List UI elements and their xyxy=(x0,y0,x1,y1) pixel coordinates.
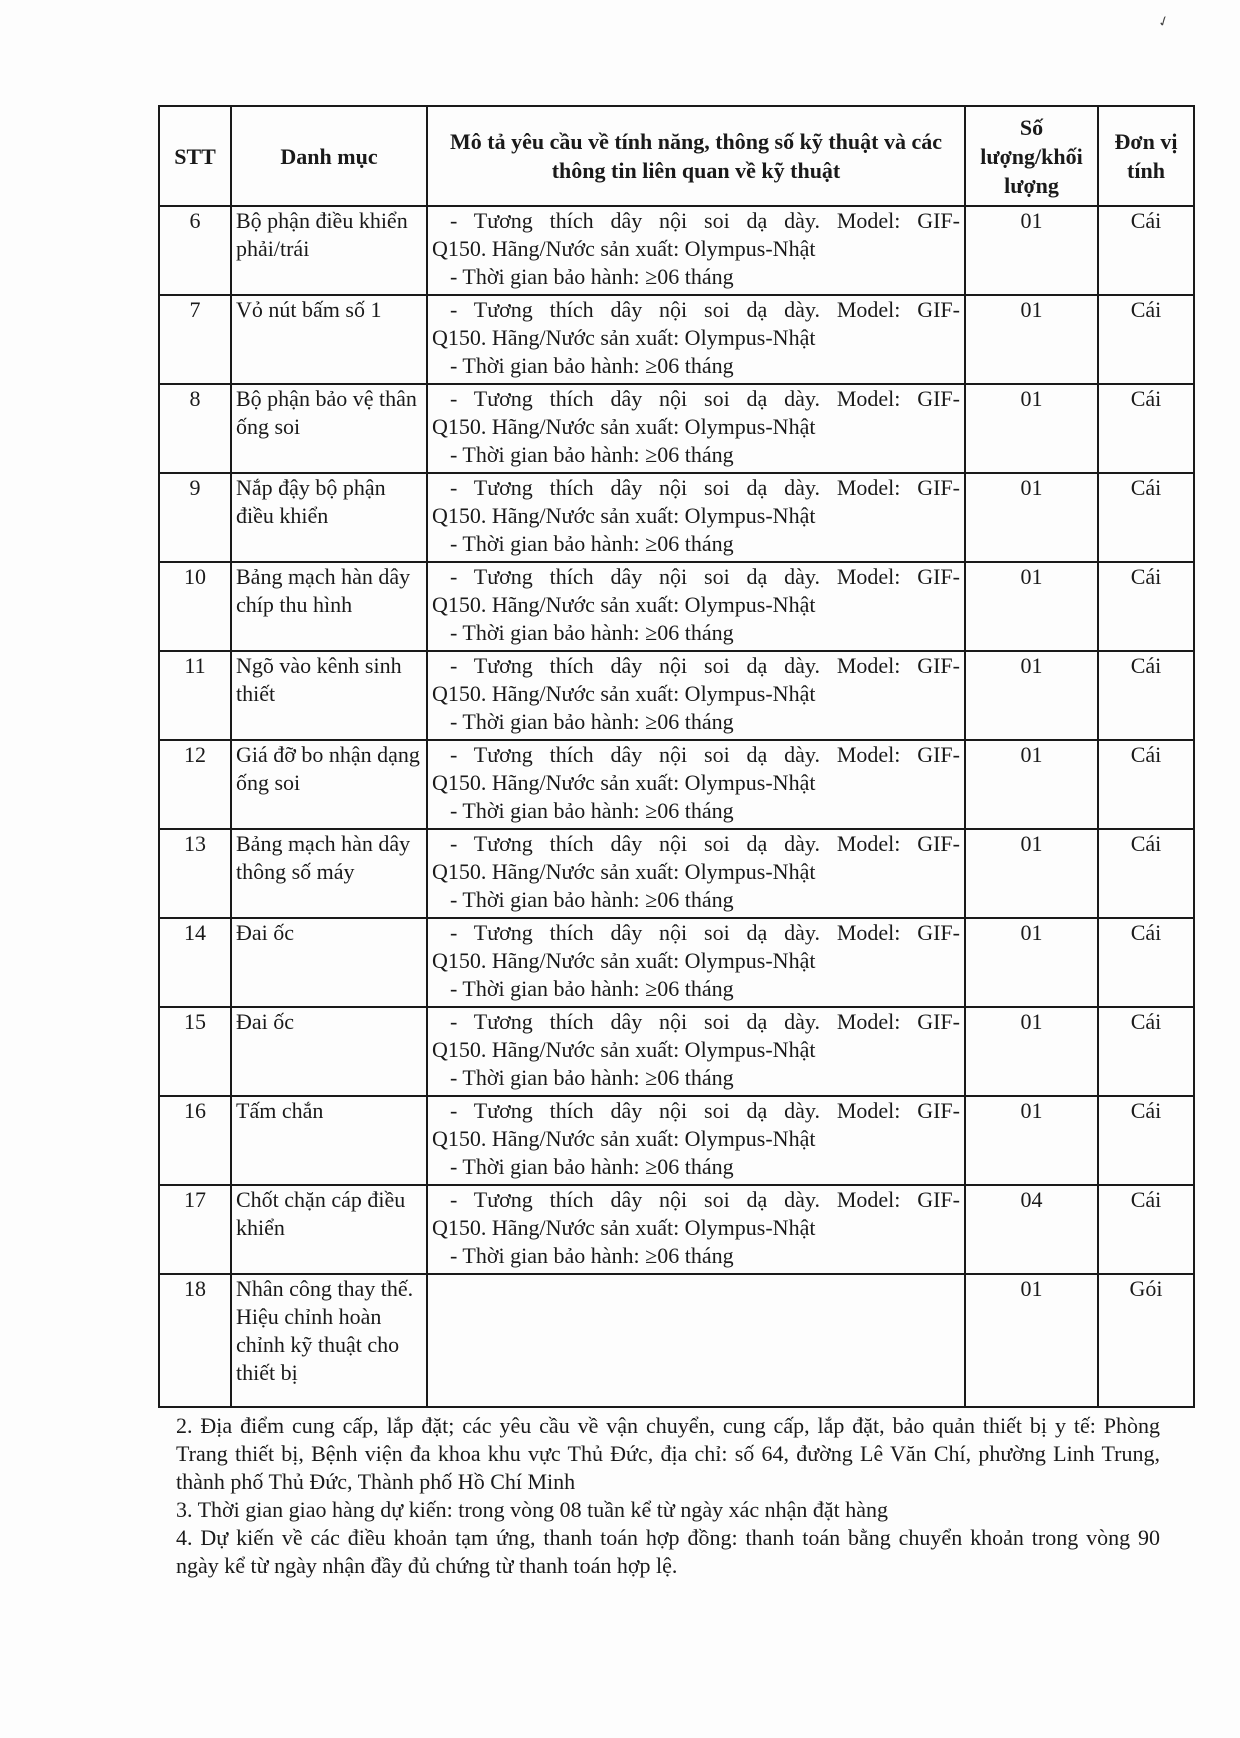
table-row xyxy=(159,1274,1194,1407)
row-quantity: 01 xyxy=(965,562,1098,651)
desc-compat-line: - Tương thích dây nội soi dạ dày. Model: GIF- xyxy=(450,564,960,589)
desc-warranty-line: - Thời gian bảo hành: ≥06 tháng xyxy=(450,798,734,823)
header-description: Mô tả yêu cầu về tính năng, thông số kỹ thuật và các thông tin liên quan về kỹ thuật xyxy=(427,106,965,206)
desc-manufacturer-line: Q150. Hãng/Nước sản xuất: Olympus-Nhật xyxy=(432,1126,816,1151)
desc-manufacturer-line: Q150. Hãng/Nước sản xuất: Olympus-Nhật xyxy=(432,1215,816,1240)
desc-compat-line: - Tương thích dây nội soi dạ dày. Model: GIF- xyxy=(450,920,960,945)
header-quantity: Số lượng/khối lượng xyxy=(965,106,1098,206)
desc-warranty-line: - Thời gian bảo hành: ≥06 tháng xyxy=(450,620,734,645)
table-row xyxy=(159,829,1194,918)
row-description xyxy=(427,829,965,918)
row-unit: Cái xyxy=(1098,918,1194,1007)
row-quantity: 01 xyxy=(965,740,1098,829)
table-row xyxy=(159,384,1194,473)
row-quantity: 01 xyxy=(965,384,1098,473)
row-unit: Cái xyxy=(1098,740,1194,829)
row-stt: 8 xyxy=(159,384,231,473)
row-unit: Cái xyxy=(1098,295,1194,384)
row-quantity: 01 xyxy=(965,918,1098,1007)
row-description xyxy=(427,1096,965,1185)
row-stt: 13 xyxy=(159,829,231,918)
desc-manufacturer-line: Q150. Hãng/Nước sản xuất: Olympus-Nhật xyxy=(432,770,816,795)
row-stt: 18 xyxy=(159,1274,231,1407)
row-category: Bảng mạch hàn dây thông số máy xyxy=(231,829,427,918)
table-row xyxy=(159,740,1194,829)
row-description xyxy=(427,206,965,295)
desc-compat-line: - Tương thích dây nội soi dạ dày. Model: GIF- xyxy=(450,831,960,856)
table-row xyxy=(159,473,1194,562)
row-stt: 15 xyxy=(159,1007,231,1096)
row-unit: Cái xyxy=(1098,562,1194,651)
row-unit: Cái xyxy=(1098,829,1194,918)
desc-manufacturer-line: Q150. Hãng/Nước sản xuất: Olympus-Nhật xyxy=(432,681,816,706)
row-unit: Cái xyxy=(1098,1185,1194,1274)
row-description xyxy=(427,918,965,1007)
desc-manufacturer-line: Q150. Hãng/Nước sản xuất: Olympus-Nhật xyxy=(432,1037,816,1062)
desc-compat-line: - Tương thích dây nội soi dạ dày. Model: GIF- xyxy=(450,297,960,322)
table-row xyxy=(159,206,1194,295)
row-description xyxy=(427,1185,965,1274)
desc-compat-line: - Tương thích dây nội soi dạ dày. Model: GIF- xyxy=(450,1098,960,1123)
row-unit: Cái xyxy=(1098,651,1194,740)
specification-table xyxy=(158,105,1195,1408)
row-description xyxy=(427,651,965,740)
desc-warranty-line: - Thời gian bảo hành: ≥06 tháng xyxy=(450,353,734,378)
desc-manufacturer-line: Q150. Hãng/Nước sản xuất: Olympus-Nhật xyxy=(432,948,816,973)
desc-warranty-line: - Thời gian bảo hành: ≥06 tháng xyxy=(450,887,734,912)
row-description xyxy=(427,1007,965,1096)
desc-manufacturer-line: Q150. Hãng/Nước sản xuất: Olympus-Nhật xyxy=(432,503,816,528)
desc-compat-line: - Tương thích dây nội soi dạ dày. Model: GIF- xyxy=(450,653,960,678)
note-delivery-location: 2. Địa điểm cung cấp, lắp đặt; các yêu cầu về vận chuyển, cung cấp, lắp đặt, bảo quản thiết bị y tế: Phòng Trang thiết bị, Bệnh viện đa khoa khu vực Thủ Đức, địa chỉ: số 64, đường Lê Văn Chí, phường Linh Trung, thành phố Thủ Đức, Thành phố Hồ Chí Minh xyxy=(176,1413,1160,1494)
row-description xyxy=(427,384,965,473)
desc-manufacturer-line: Q150. Hãng/Nước sản xuất: Olympus-Nhật xyxy=(432,592,816,617)
table-row xyxy=(159,562,1194,651)
table-header-row xyxy=(159,106,1194,206)
row-stt: 16 xyxy=(159,1096,231,1185)
desc-warranty-line: - Thời gian bảo hành: ≥06 tháng xyxy=(450,442,734,467)
row-category: Ngõ vào kênh sinh thiết xyxy=(231,651,427,740)
desc-compat-line: - Tương thích dây nội soi dạ dày. Model: GIF- xyxy=(450,475,960,500)
table-row xyxy=(159,295,1194,384)
scan-mark: ✓ xyxy=(1155,12,1173,32)
table-row xyxy=(159,1007,1194,1096)
row-description xyxy=(427,295,965,384)
row-category: Tấm chắn xyxy=(231,1096,427,1185)
row-stt: 12 xyxy=(159,740,231,829)
row-stt: 17 xyxy=(159,1185,231,1274)
desc-warranty-line: - Thời gian bảo hành: ≥06 tháng xyxy=(450,531,734,556)
row-quantity: 01 xyxy=(965,829,1098,918)
row-quantity: 04 xyxy=(965,1185,1098,1274)
desc-compat-line: - Tương thích dây nội soi dạ dày. Model: GIF- xyxy=(450,1187,960,1212)
row-description xyxy=(427,473,965,562)
desc-manufacturer-line: Q150. Hãng/Nước sản xuất: Olympus-Nhật xyxy=(432,325,816,350)
desc-compat-line: - Tương thích dây nội soi dạ dày. Model: GIF- xyxy=(450,208,960,233)
desc-compat-line: - Tương thích dây nội soi dạ dày. Model: GIF- xyxy=(450,386,960,411)
row-unit: Cái xyxy=(1098,206,1194,295)
row-stt: 7 xyxy=(159,295,231,384)
row-category: Đai ốc xyxy=(231,918,427,1007)
table-row xyxy=(159,918,1194,1007)
row-quantity: 01 xyxy=(965,651,1098,740)
row-stt: 14 xyxy=(159,918,231,1007)
row-category: Bảng mạch hàn dây chíp thu hình xyxy=(231,562,427,651)
row-quantity: 01 xyxy=(965,1274,1098,1407)
table-row xyxy=(159,1096,1194,1185)
desc-warranty-line: - Thời gian bảo hành: ≥06 tháng xyxy=(450,1243,734,1268)
row-unit: Cái xyxy=(1098,384,1194,473)
header-unit: Đơn vị tính xyxy=(1098,106,1194,206)
desc-warranty-line: - Thời gian bảo hành: ≥06 tháng xyxy=(450,709,734,734)
row-category: Nhân công thay thế. Hiệu chỉnh hoàn chỉnh kỹ thuật cho thiết bị xyxy=(231,1274,427,1407)
row-category: Chốt chặn cáp điều khiển xyxy=(231,1185,427,1274)
row-stt: 6 xyxy=(159,206,231,295)
note-payment-terms: 4. Dự kiến về các điều khoản tạm ứng, thanh toán hợp đồng: thanh toán bằng chuyển khoản trong vòng 90 ngày kể từ ngày nhận đầy đủ chứng từ thanh toán hợp lệ. xyxy=(176,1525,1160,1578)
row-unit: Cái xyxy=(1098,1096,1194,1185)
desc-manufacturer-line: Q150. Hãng/Nước sản xuất: Olympus-Nhật xyxy=(432,859,816,884)
row-stt: 11 xyxy=(159,651,231,740)
row-description xyxy=(427,1274,965,1407)
row-quantity: 01 xyxy=(965,206,1098,295)
desc-warranty-line: - Thời gian bảo hành: ≥06 tháng xyxy=(450,1154,734,1179)
row-category: Bộ phận bảo vệ thân ống soi xyxy=(231,384,427,473)
row-unit: Cái xyxy=(1098,1007,1194,1096)
row-description xyxy=(427,562,965,651)
row-description xyxy=(427,740,965,829)
table-row xyxy=(159,651,1194,740)
row-quantity: 01 xyxy=(965,473,1098,562)
desc-warranty-line: - Thời gian bảo hành: ≥06 tháng xyxy=(450,264,734,289)
desc-warranty-line: - Thời gian bảo hành: ≥06 tháng xyxy=(450,976,734,1001)
row-category: Giá đỡ bo nhận dạng ống soi xyxy=(231,740,427,829)
row-stt: 9 xyxy=(159,473,231,562)
row-category: Vỏ nút bấm số 1 xyxy=(231,295,427,384)
row-category: Bộ phận điều khiển phải/trái xyxy=(231,206,427,295)
row-quantity: 01 xyxy=(965,1096,1098,1185)
notes-section xyxy=(176,1412,1160,1580)
desc-compat-line: - Tương thích dây nội soi dạ dày. Model: GIF- xyxy=(450,742,960,767)
row-stt: 10 xyxy=(159,562,231,651)
row-category: Nắp đậy bộ phận điều khiển xyxy=(231,473,427,562)
table-row xyxy=(159,1185,1194,1274)
desc-manufacturer-line: Q150. Hãng/Nước sản xuất: Olympus-Nhật xyxy=(432,236,816,261)
row-quantity: 01 xyxy=(965,295,1098,384)
header-category: Danh mục xyxy=(231,106,427,206)
row-unit: Gói xyxy=(1098,1274,1194,1407)
header-stt: STT xyxy=(159,106,231,206)
row-quantity: 01 xyxy=(965,1007,1098,1096)
row-unit: Cái xyxy=(1098,473,1194,562)
desc-warranty-line: - Thời gian bảo hành: ≥06 tháng xyxy=(450,1065,734,1090)
note-delivery-time: 3. Thời gian giao hàng dự kiến: trong vòng 08 tuần kể từ ngày xác nhận đặt hàng xyxy=(176,1497,889,1522)
row-category: Đai ốc xyxy=(231,1007,427,1096)
desc-compat-line: - Tương thích dây nội soi dạ dày. Model: GIF- xyxy=(450,1009,960,1034)
desc-manufacturer-line: Q150. Hãng/Nước sản xuất: Olympus-Nhật xyxy=(432,414,816,439)
